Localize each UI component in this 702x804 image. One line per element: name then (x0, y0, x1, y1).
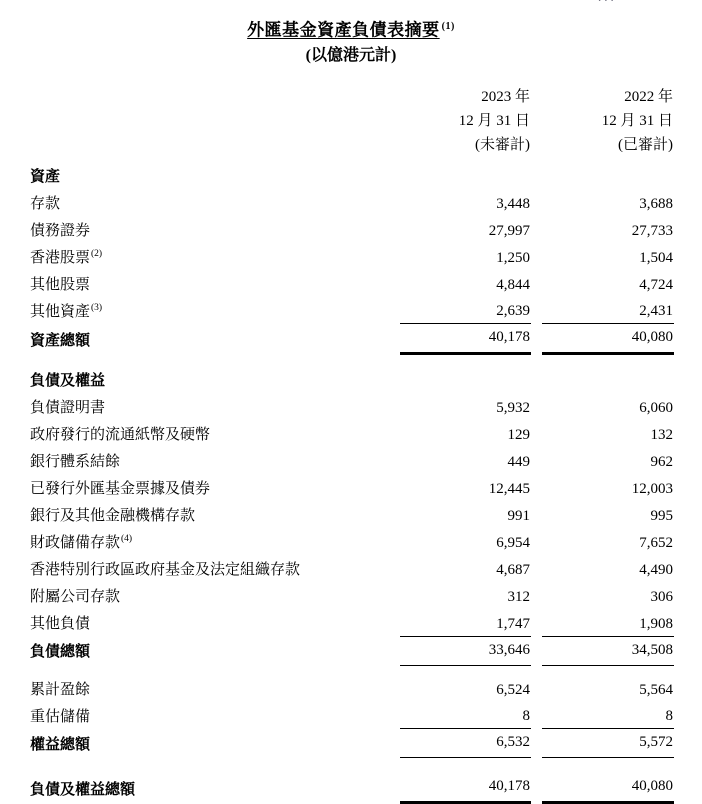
spacer (0, 665, 702, 675)
cell-2022: 3,688 (639, 195, 673, 212)
cell-2023: 5,932 (496, 400, 530, 417)
total-2023: 40,178 (400, 324, 531, 354)
cell-2023: 991 (507, 508, 530, 525)
table-row (0, 675, 702, 702)
cell-2023: 6,524 (496, 681, 530, 698)
section-heading-liabilities-equity: 負債及權益 (30, 373, 106, 390)
table-row (0, 420, 702, 447)
cell-2023: 27,997 (488, 222, 530, 239)
table-row (0, 582, 702, 609)
row-label-text: 負債證明書 (30, 400, 106, 417)
cell-2022: 8 (542, 702, 674, 729)
table-header-row-date (0, 109, 702, 133)
section-heading-row-assets (0, 166, 702, 189)
header-blank-3 (0, 133, 388, 157)
total-row-equity (0, 729, 702, 758)
cell-2022: 995 (650, 508, 673, 525)
document-title-block (0, 0, 702, 67)
cell-2022: 12,003 (631, 481, 673, 498)
total-row-liabilities (0, 636, 702, 665)
header-blank-1 (0, 85, 388, 109)
cell-2023: 312 (507, 589, 530, 606)
row-label (0, 420, 388, 447)
row-label (0, 189, 388, 216)
table-row (0, 528, 702, 555)
row-label (0, 474, 388, 501)
col-2023-audit-status: (未審計) (475, 136, 530, 153)
cell-2022: 2,431 (542, 297, 674, 324)
spacer (0, 354, 702, 371)
cell-2023: 3,448 (496, 195, 530, 212)
cell-2022: 4,724 (639, 276, 673, 293)
cell-2022: 306 (650, 589, 673, 606)
cell-2023: 12,445 (488, 481, 530, 498)
cell-2023: 8 (400, 702, 531, 729)
cell-2022: 6,060 (639, 400, 673, 417)
row-label-text: 債務證券 (30, 222, 91, 239)
row-label-text: 香港股票 (30, 249, 91, 266)
row-label-text: 已發行外匯基金票據及債券 (30, 481, 211, 498)
section-heading-assets: 資產 (30, 168, 61, 185)
total-row-grand (0, 773, 702, 803)
row-label (0, 393, 388, 420)
row-label (0, 582, 388, 609)
table-row (0, 609, 702, 636)
col-2023-year: 2023 年 (481, 88, 530, 105)
cell-2023: 449 (507, 454, 530, 471)
row-label (0, 270, 388, 297)
cell-2023: 6,954 (496, 535, 530, 552)
table-row (0, 297, 702, 324)
row-label (0, 297, 388, 324)
row-label-text: 政府發行的流通紙幣及硬幣 (30, 427, 211, 444)
cell-2022: 962 (650, 454, 673, 471)
row-label-text: 附屬公司存款 (30, 589, 121, 606)
header-blank-2 (0, 109, 388, 133)
table-row (0, 393, 702, 420)
cropped-text-remnant (598, 0, 660, 3)
table-header-row-audit (0, 133, 702, 157)
total-label-grand: 負債及權益總額 (30, 781, 136, 798)
table-row (0, 555, 702, 582)
balance-sheet-table (0, 85, 702, 804)
cell-2022: 5,564 (639, 681, 673, 698)
total-2023: 6,532 (400, 729, 531, 758)
page-title (0, 16, 702, 42)
table-row (0, 447, 702, 474)
row-label (0, 555, 388, 582)
spacer (0, 758, 702, 774)
page-top-cropped-artifact (598, 0, 660, 3)
row-label (0, 702, 388, 729)
cell-2023: 4,844 (496, 276, 530, 293)
row-footnote-marker: (2) (91, 248, 103, 259)
cell-2023: 129 (507, 427, 530, 444)
cell-2023: 4,687 (496, 562, 530, 579)
cell-2022: 4,490 (639, 562, 673, 579)
page-title-footnote-marker: (1) (441, 21, 455, 32)
total-2023: 33,646 (400, 636, 531, 665)
cell-2023: 2,639 (400, 297, 531, 324)
col-2022-date: 12 月 31 日 (601, 112, 673, 129)
row-footnote-marker: (3) (91, 302, 103, 313)
cell-2022: 132 (650, 427, 673, 444)
row-label-text: 財政儲備存款 (30, 535, 121, 552)
row-label (0, 447, 388, 474)
cell-2022: 1,908 (542, 609, 674, 636)
table-row (0, 501, 702, 528)
cell-2023: 1,250 (496, 249, 530, 266)
table-header-row-year (0, 85, 702, 109)
total-2022: 34,508 (542, 636, 674, 665)
section-heading-row-liabilities (0, 370, 702, 393)
row-label (0, 501, 388, 528)
row-label-text: 重估儲備 (30, 708, 91, 725)
col-2023-date: 12 月 31 日 (458, 112, 530, 129)
row-label-text: 其他股票 (30, 276, 91, 293)
table-row (0, 702, 702, 729)
total-row-assets (0, 324, 702, 354)
row-label (0, 528, 388, 555)
row-label-text: 存款 (30, 195, 61, 212)
row-label-text: 其他負債 (30, 616, 91, 633)
total-label-equity: 權益總額 (30, 736, 91, 753)
cell-2022: 27,733 (631, 222, 673, 239)
col-2022-year: 2022 年 (624, 88, 673, 105)
table-row (0, 243, 702, 270)
row-label (0, 675, 388, 702)
table-row (0, 189, 702, 216)
row-label-text: 銀行體系結餘 (30, 454, 121, 471)
total-2022: 40,080 (542, 324, 674, 354)
total-label-assets: 資產總額 (30, 332, 91, 349)
row-label-text: 其他資產 (30, 303, 91, 320)
grand-total-2023: 40,178 (400, 773, 531, 803)
row-footnote-marker: (4) (121, 534, 133, 545)
table-row (0, 216, 702, 243)
table-row (0, 474, 702, 501)
spacer (0, 157, 702, 166)
cell-2023: 1,747 (400, 609, 531, 636)
cell-2022: 1,504 (639, 249, 673, 266)
cell-2022: 7,652 (639, 535, 673, 552)
row-label (0, 216, 388, 243)
col-2022-audit-status: (已審計) (618, 136, 673, 153)
total-label-liabilities: 負債總額 (30, 644, 91, 661)
row-label-text: 香港特別行政區政府基金及法定組織存款 (30, 562, 301, 579)
row-label-text: 累計盈餘 (30, 681, 91, 698)
grand-total-2022: 40,080 (542, 773, 674, 803)
row-label-text: 銀行及其他金融機構存款 (30, 508, 196, 525)
row-label (0, 243, 388, 270)
page-subtitle: (以億港元計) (305, 46, 397, 64)
row-label (0, 609, 388, 636)
page-title-text: 外匯基金資產負債表摘要 (247, 20, 440, 40)
table-row (0, 270, 702, 297)
total-2022: 5,572 (542, 729, 674, 758)
